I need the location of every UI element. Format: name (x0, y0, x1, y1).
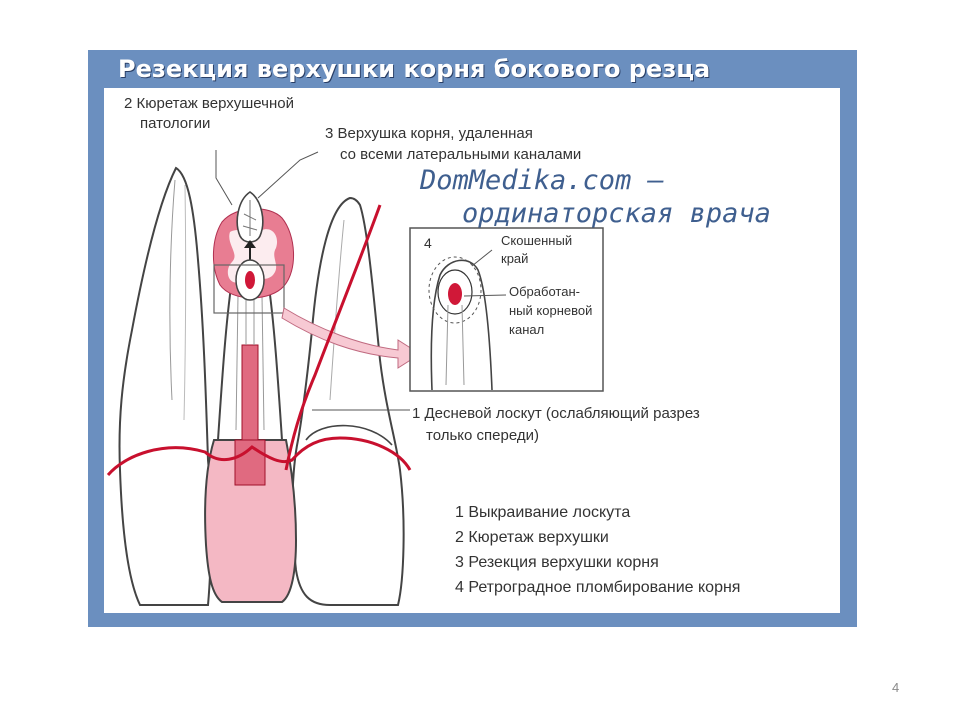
step-item: 4 Ретроградное пломбирование корня (455, 579, 741, 596)
steps-list (455, 500, 740, 600)
inset-bevel-line2: край (501, 251, 529, 266)
right-tooth (292, 198, 403, 605)
inset-number: 4 (424, 235, 432, 251)
watermark-line1: DomMedika.com – (420, 165, 664, 196)
root-canal-filling (242, 345, 258, 445)
label-curettage-line2: патологии (140, 115, 211, 132)
step-item: 3 Резекция верхушки корня (455, 554, 659, 571)
left-tooth (120, 168, 212, 605)
crown-filling (235, 440, 265, 485)
step-item: 2 Кюретаж верхушки (455, 529, 609, 546)
inset-bevel-line1: Скошенный (501, 233, 573, 248)
label-apex-line2: со всеми латеральными каналами (340, 146, 582, 163)
inset-canal-line2: ный корневой (509, 303, 593, 318)
label-flap-line1: 1 Десневой лоскут (ослабляющий разрез (412, 405, 700, 422)
watermark-line2: ординаторская врача (462, 198, 771, 229)
slide-title: Резекция верхушки корня бокового резца (118, 55, 711, 83)
inset-canal-line3: канал (509, 322, 545, 337)
label-curettage-line1: 2 Кюретаж верхушечной (124, 95, 294, 112)
step-item: 1 Выкраивание лоскута (455, 504, 631, 521)
label-apex-line1: 3 Верхушка корня, удаленная (325, 125, 533, 142)
label-flap-line2: только спереди) (426, 427, 539, 444)
inset-canal-line1: Обработан- (509, 284, 580, 299)
page-number: 4 (892, 680, 900, 695)
